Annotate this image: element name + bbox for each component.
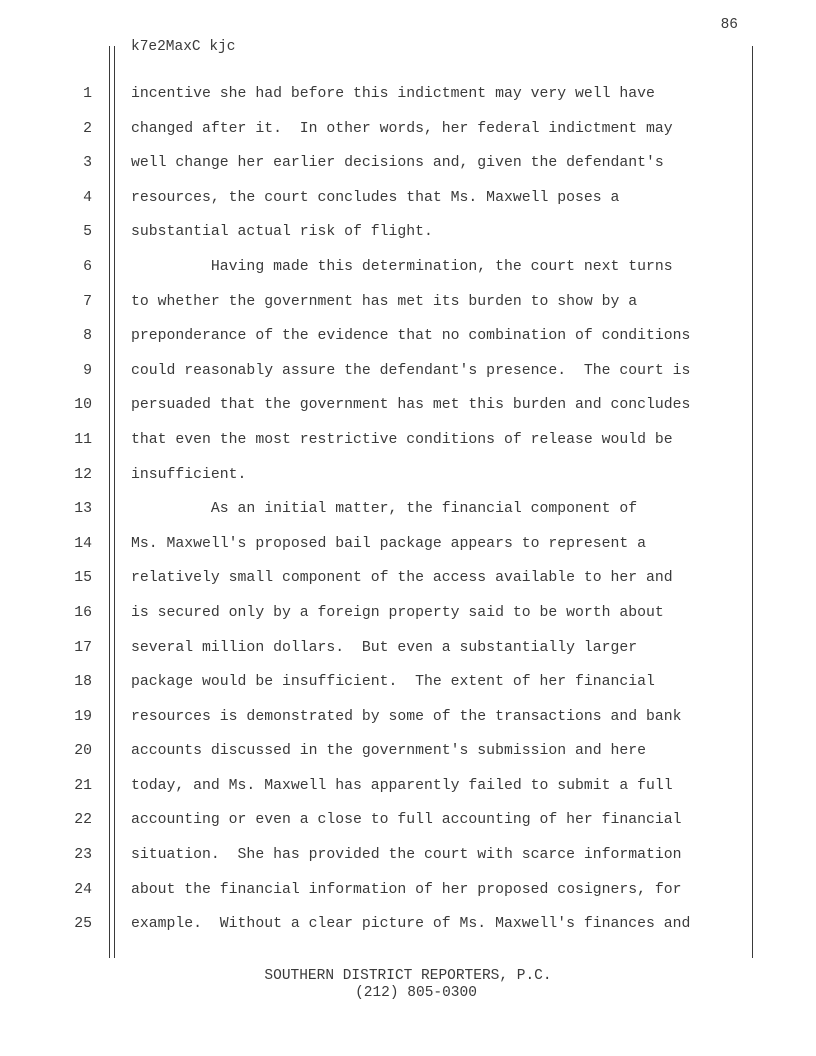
transcript-line: [0, 319, 816, 354]
transcript-line: [0, 285, 816, 320]
line-text: changed after it. In other words, her federal indictment may: [131, 120, 673, 137]
line-number: 6: [83, 258, 92, 275]
page-number: 86: [720, 17, 738, 33]
line-text: Ms. Maxwell's proposed bail package appears to represent a: [131, 535, 647, 552]
transcript-line: [0, 561, 816, 596]
line-text: situation. She has provided the court with scarce information: [131, 847, 682, 864]
line-text: package would be insufficient. The extent of her financial: [131, 674, 655, 691]
line-text: accounts discussed in the government's submission and here: [131, 743, 647, 760]
line-text: several million dollars. But even a substantially larger: [131, 639, 638, 656]
line-text: incentive she had before this indictment may very well have: [131, 86, 655, 102]
line-number: 4: [83, 189, 92, 206]
line-text: to whether the government has met its burden to show by a: [131, 293, 638, 310]
transcript-line: [0, 631, 816, 666]
transcript-line: [0, 803, 816, 838]
line-number: 18: [74, 674, 92, 691]
transcript-line: [0, 596, 816, 631]
line-number: 17: [74, 639, 92, 656]
transcript-line: [0, 873, 816, 908]
transcript-line: [0, 734, 816, 769]
transcript-line: [0, 423, 816, 458]
line-number: 14: [74, 535, 92, 552]
line-text: As an initial matter, the financial component of: [131, 501, 638, 518]
transcript-line: [0, 215, 816, 250]
line-number: 7: [83, 293, 92, 310]
reporter-name: SOUTHERN DISTRICT REPORTERS, P.C.: [264, 968, 552, 984]
line-text: relatively small component of the access available to her and: [131, 570, 673, 587]
transcript-line: [0, 388, 816, 423]
line-text: that even the most restrictive conditions of release would be: [131, 431, 673, 448]
line-number: 23: [74, 847, 92, 864]
transcript-line: [0, 354, 816, 389]
transcript-line: [0, 527, 816, 562]
line-text: insufficient.: [131, 466, 247, 483]
line-text: substantial actual risk of flight.: [131, 224, 433, 241]
case-header: k7e2MaxC kjc: [131, 39, 236, 55]
line-text: persuaded that the government has met this burden and concludes: [131, 397, 691, 414]
transcript-line: [0, 112, 816, 147]
line-text: example. Without a clear picture of Ms. Maxwell's finances and: [131, 916, 691, 933]
line-number: 21: [74, 777, 92, 794]
line-number: 5: [83, 224, 92, 241]
line-number: 2: [83, 120, 92, 137]
transcript-line: [0, 492, 816, 527]
line-number: 22: [74, 812, 92, 829]
reporter-phone: (212) 805-0300: [355, 985, 477, 1001]
transcript-line: [0, 77, 816, 112]
line-number: 12: [74, 466, 92, 483]
line-text: resources is demonstrated by some of the transactions and bank: [131, 708, 682, 725]
line-number: 20: [74, 743, 92, 760]
line-number: 13: [74, 501, 92, 518]
line-text: today, and Ms. Maxwell has apparently failed to submit a full: [131, 777, 673, 794]
line-number: 1: [83, 86, 92, 102]
line-number: 25: [74, 916, 92, 933]
transcript-line: [0, 146, 816, 181]
line-number: 10: [74, 397, 92, 414]
line-text: accounting or even a close to full accounting of her financial: [131, 812, 682, 829]
transcript-line: [0, 181, 816, 216]
transcript-line: [0, 458, 816, 493]
transcript-line: [0, 665, 816, 700]
line-number: 11: [74, 431, 92, 448]
transcript-line: [0, 769, 816, 804]
line-number: 9: [83, 362, 92, 379]
line-number: 8: [83, 328, 92, 345]
line-number: 19: [74, 708, 92, 725]
line-text: could reasonably assure the defendant's presence. The court is: [131, 362, 691, 379]
transcript-line: [0, 250, 816, 285]
line-text: Having made this determination, the court next turns: [131, 258, 673, 275]
line-number: 24: [74, 881, 92, 898]
line-text: well change her earlier decisions and, given the defendant's: [131, 155, 664, 172]
line-number: 15: [74, 570, 92, 587]
line-number: 16: [74, 604, 92, 621]
line-number: 3: [83, 155, 92, 172]
line-text: resources, the court concludes that Ms. Maxwell poses a: [131, 189, 620, 206]
transcript-line: [0, 907, 816, 942]
transcript-body: [0, 77, 816, 942]
transcript-line: [0, 700, 816, 735]
page-footer: [0, 968, 816, 1002]
line-text: about the financial information of her proposed cosigners, for: [131, 881, 682, 898]
line-text: is secured only by a foreign property said to be worth about: [131, 604, 664, 621]
transcript-line: [0, 838, 816, 873]
line-text: preponderance of the evidence that no combination of conditions: [131, 328, 691, 345]
